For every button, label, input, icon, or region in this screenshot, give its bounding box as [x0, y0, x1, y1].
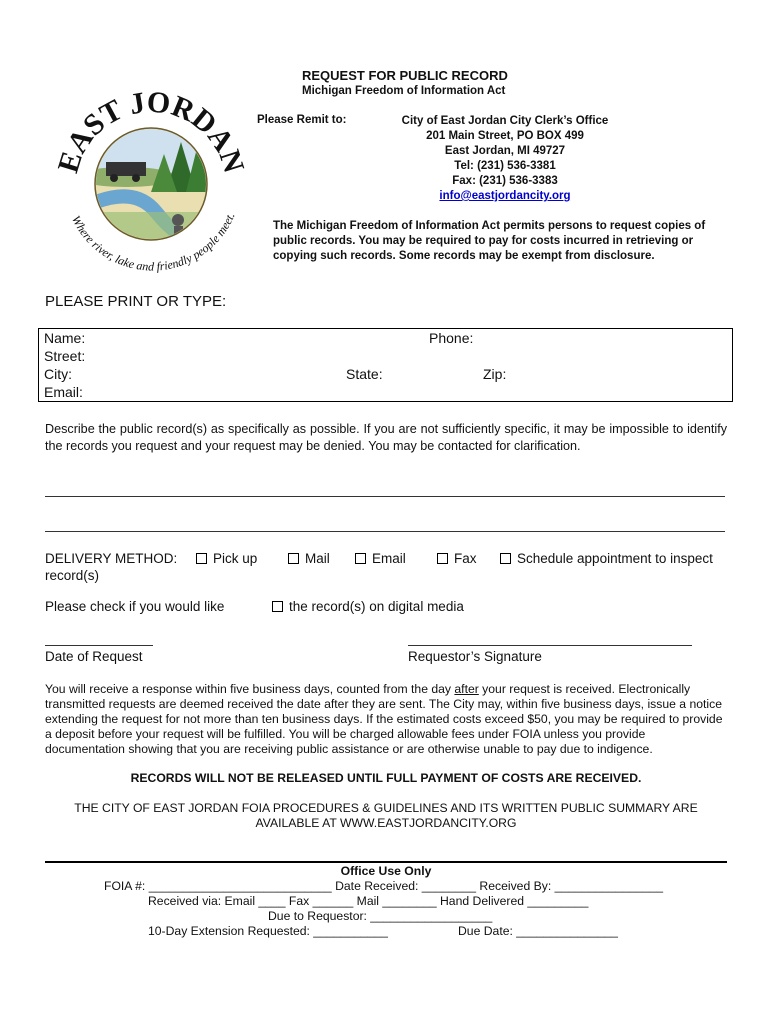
describe-instructions: Describe the public record(s) as specifically as possible. If you are not sufficiently specific, it may be impossible to identify the records you request and your request may be denied. You may be contacted for clarification.	[45, 422, 727, 453]
signature-line[interactable]	[408, 645, 692, 646]
delivery-label: DELIVERY METHOD:	[45, 551, 178, 566]
description-line-2[interactable]	[45, 531, 725, 532]
print-instruction: PLEASE PRINT OR TYPE:	[45, 293, 227, 310]
office-line: Tel: (231) 536-3381	[454, 160, 556, 172]
office-use-title: Office Use Only	[340, 864, 432, 878]
option-label: Fax	[454, 551, 477, 566]
terms-text: your request is received. Electronically transmitted requests are deemed received the date after they are sent. The City may, within five business days, issue a notice extending the request for not more than ten business days. If the estimated costs exceed $50, you may be required to provide a deposit before your request will be fulfilled. You will be charged allowable fees under FOIA unless you provide documentation showing that you are receiving public assistance or are otherwise unable to pay due to indigence.	[45, 682, 723, 756]
option-label: Schedule appointment to inspect	[517, 551, 713, 566]
option-label: the record(s) on digital media	[289, 599, 464, 614]
office-line: Fax: (231) 536-3383	[452, 175, 558, 187]
checkbox[interactable]	[437, 553, 448, 564]
delivery-pickup[interactable]	[196, 551, 257, 566]
checkbox[interactable]	[355, 553, 366, 564]
east-jordan-logo	[46, 72, 256, 282]
checkbox[interactable]	[500, 553, 511, 564]
state-label: State:	[346, 366, 383, 382]
option-label: Mail	[305, 551, 330, 566]
checkbox[interactable]	[196, 553, 207, 564]
form-subtitle: Michigan Freedom of Information Act	[302, 85, 506, 97]
date-line[interactable]	[45, 645, 153, 646]
delivery-email[interactable]	[355, 551, 406, 566]
digital-media-option[interactable]	[272, 599, 464, 614]
city-label: City:	[44, 366, 72, 382]
option-label: Pick up	[213, 551, 258, 566]
signature-label: Requestor’s Signature	[408, 649, 542, 664]
foia-notice: The Michigan Freedom of Information Act permits persons to request copies of public records. You may be required to pay for costs incurred in retrieving or copying such records. Some records may be exempt from disclosure.	[273, 220, 706, 262]
email-label: Email:	[44, 384, 83, 400]
name-label: Name:	[44, 330, 86, 346]
procedures-line-1: THE CITY OF EAST JORDAN FOIA PROCEDURES & GUIDELINES AND ITS WRITTEN PUBLIC SUMMARY ARE	[74, 801, 698, 815]
delivery-schedule[interactable]	[500, 551, 713, 566]
logo-tagline: Where river, lake and friendly people meet.	[68, 210, 238, 274]
terms-text: You will receive a response within five business days, counted from the day	[45, 682, 455, 696]
office-use-line-4-left: 10-Day Extension Requested: ___________	[148, 924, 388, 938]
terms-underlined: after	[454, 682, 479, 696]
checkbox[interactable]	[272, 601, 283, 612]
office-line: 201 Main Street, PO BOX 499	[426, 130, 584, 142]
office-address	[370, 114, 640, 204]
response-terms	[45, 682, 727, 757]
description-line-1[interactable]	[45, 496, 725, 497]
office-line: City of East Jordan City Clerk’s Office	[401, 115, 609, 127]
email-link[interactable]: info@eastjordancity.org	[439, 190, 571, 202]
date-label: Date of Request	[45, 649, 143, 664]
contact-info-box	[38, 328, 733, 402]
office-use-divider	[45, 861, 727, 863]
office-use-line-2: Received via: Email ____ Fax ______ Mail ________ Hand Delivered _________	[148, 894, 589, 908]
office-use-line-3: Due to Requestor: __________________	[268, 909, 493, 923]
logo-top-text: EAST JORDAN	[51, 85, 251, 177]
remit-label: Please Remit to:	[257, 114, 347, 126]
zip-label: Zip:	[483, 366, 507, 382]
form-title: REQUEST FOR PUBLIC RECORD	[302, 68, 508, 83]
delivery-fax[interactable]	[437, 551, 477, 566]
delivery-mail[interactable]	[288, 551, 330, 566]
office-line: East Jordan, MI 49727	[444, 145, 566, 157]
digital-prefix: Please check if you would like	[45, 599, 225, 614]
phone-label: Phone:	[429, 330, 474, 346]
payment-warning: RECORDS WILL NOT BE RELEASED UNTIL FULL PAYMENT OF COSTS ARE RECEIVED.	[130, 771, 642, 785]
checkbox[interactable]	[288, 553, 299, 564]
office-use-line-4-right: Due Date: _______________	[458, 924, 618, 938]
procedures-line-2: AVAILABLE AT WWW.EASTJORDANCITY.ORG	[255, 816, 517, 830]
delivery-wrap: record(s)	[45, 568, 100, 583]
office-use-line-1: FOIA #: ___________________________ Date Received: ________ Received By: ________________	[104, 879, 664, 893]
option-label: Email	[372, 551, 406, 566]
street-label: Street:	[44, 348, 86, 364]
